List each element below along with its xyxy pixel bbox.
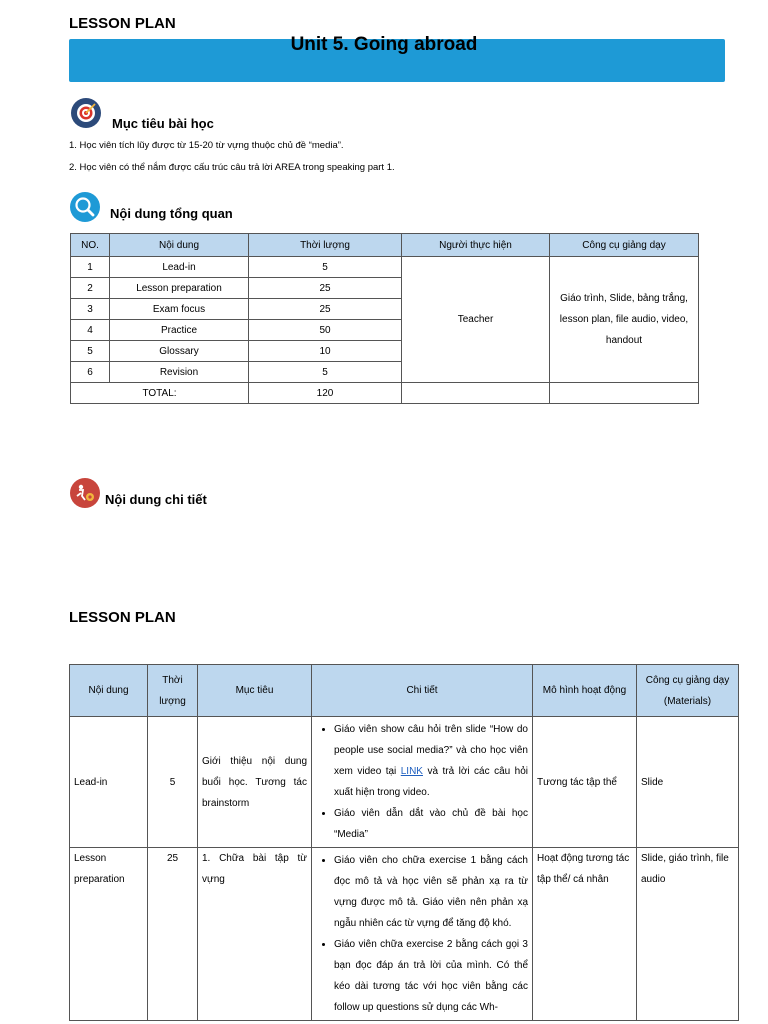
row-content: Glossary (110, 341, 249, 362)
detail-bullet: • Giáo viên cho chữa exercise 1 bằng cách đọc mô tả và học viên sẽ phản xạ ra từ vựng được mô tả. Giáo viên nên phản xạ ngẫu nhiên các từ vựng để tăng độ khó. (334, 850, 528, 934)
row-model: Hoạt động tương tác tập thể/ cá nhân (533, 848, 637, 1021)
objective-item-1: 1. Học viên tích lũy được từ 15-20 từ vựng thuộc chủ đề “media”. (69, 140, 344, 151)
details-title: Nội dung chi tiết (105, 492, 207, 507)
row-content: Lead-in (110, 257, 249, 278)
row-no: 2 (71, 278, 110, 299)
search-icon (70, 192, 100, 222)
header-tools: Công cụ giảng dạy (550, 234, 699, 257)
tools-cell: Giáo trình, Slide, bảng trắng, lesson plan, file audio, video, handout (550, 257, 699, 383)
row-goal: 1. Chữa bài tập từ vựng (198, 848, 312, 1021)
header-goal: Mục tiêu (198, 665, 312, 717)
detail-text: Giáo viên show câu hỏi trên slide “How do people use social media?” và cho học viên xem video tại (334, 724, 528, 777)
row-duration: 5 (148, 717, 198, 848)
row-detail (312, 717, 533, 848)
header-duration: Thời lượng (148, 665, 198, 717)
row-duration: 10 (249, 341, 402, 362)
row-no: 6 (71, 362, 110, 383)
table-row (71, 257, 699, 278)
row-duration: 5 (249, 257, 402, 278)
row-model: Tương tác tập thể (533, 717, 637, 848)
empty-cell (550, 383, 699, 404)
table-header-row (71, 234, 699, 257)
empty-cell (402, 383, 550, 404)
row-content: Exam focus (110, 299, 249, 320)
overview-title: Nội dung tổng quan (110, 206, 233, 221)
performer-cell: Teacher (402, 257, 550, 383)
row-content: Lesson preparation (70, 848, 148, 1021)
header-content: Nội dung (70, 665, 148, 717)
row-content: Practice (110, 320, 249, 341)
lesson-plan-heading-2: LESSON PLAN (69, 609, 176, 626)
table-row (70, 848, 739, 1021)
video-link[interactable]: LINK (400, 766, 423, 777)
row-content: Revision (110, 362, 249, 383)
header-detail: Chi tiết (312, 665, 533, 717)
row-detail (312, 848, 533, 1021)
total-label: TOTAL: (71, 383, 249, 404)
header-model: Mô hình hoạt động (533, 665, 637, 717)
overview-table (70, 233, 699, 404)
detail-text: và trả lời các câu hỏi xuất hiện trong video. (334, 766, 528, 798)
detail-bullet (334, 719, 528, 803)
row-duration: 25 (249, 299, 402, 320)
unit-title: Unit 5. Going abroad (290, 34, 478, 55)
lesson-plan-table (69, 664, 739, 1021)
header-content: Nội dung (110, 234, 249, 257)
row-no: 4 (71, 320, 110, 341)
row-duration: 50 (249, 320, 402, 341)
table-header-row (70, 665, 739, 717)
row-content: Lead-in (70, 717, 148, 848)
header-no: NO. (71, 234, 110, 257)
row-duration: 5 (249, 362, 402, 383)
header-performer: Người thực hiện (402, 234, 550, 257)
lesson-plan-heading: LESSON PLAN (69, 15, 176, 32)
row-no: 1 (71, 257, 110, 278)
header-duration: Thời lượng (249, 234, 402, 257)
header-tools: Công cụ giảng dạy (Materials) (637, 665, 739, 717)
total-value: 120 (249, 383, 402, 404)
row-goal: Giới thiệu nội dung buổi học. Tương tác brainstorm (198, 717, 312, 848)
total-row (71, 383, 699, 404)
row-duration: 25 (249, 278, 402, 299)
gear-person-icon (70, 478, 100, 508)
row-duration: 25 (148, 848, 198, 1021)
detail-bullet: • Giáo viên chữa exercise 2 bằng cách gọi 3 bạn đọc đáp án trả lời của mình. Có thể kéo dài tương tác với học viên bằng các follow up questions sử dụng các Wh- (334, 934, 528, 1018)
objectives-title: Mục tiêu bài học (112, 116, 214, 131)
table-row (70, 717, 739, 848)
row-no: 3 (71, 299, 110, 320)
row-no: 5 (71, 341, 110, 362)
target-icon (71, 98, 101, 128)
row-content: Lesson preparation (110, 278, 249, 299)
objective-item-2: 2. Học viên có thể nắm được cấu trúc câu trả lời AREA trong speaking part 1. (69, 162, 395, 173)
row-tools: Slide (637, 717, 739, 848)
row-tools: Slide, giáo trình, file audio (637, 848, 739, 1021)
detail-bullet: • Giáo viên dẫn dắt vào chủ đề bài học “Media” (334, 803, 528, 845)
